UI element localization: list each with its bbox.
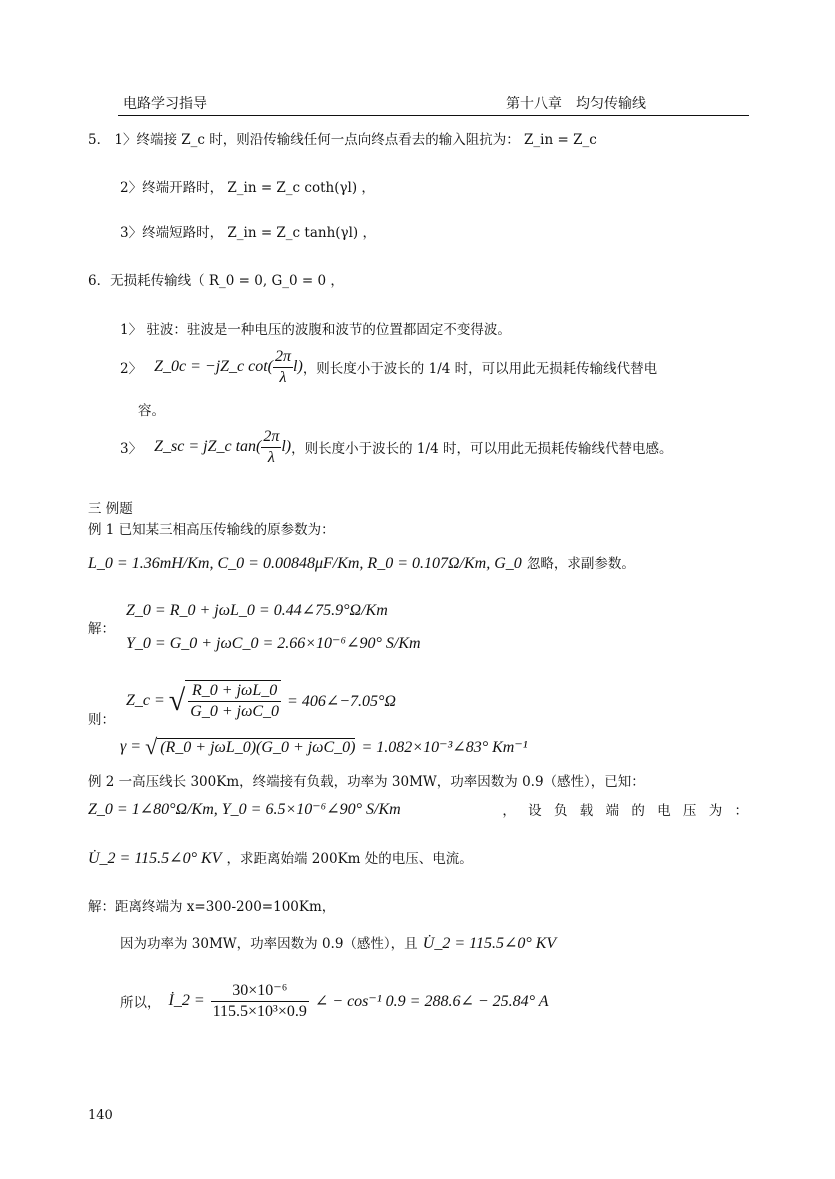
then-label: 则： xyxy=(88,712,115,728)
example-2-title: 例 2 一高压线长 300Km，终端接有负载，功率为 30MW，功率因数为 0.9（感性），已知： xyxy=(88,774,645,790)
example-2-i2-formula xyxy=(120,973,549,1029)
page-number: 140 xyxy=(88,1108,113,1123)
item-5-line-2: 2〉终端开路时， Z_in = Z_c coth(γl) ， xyxy=(120,180,375,196)
item-6-2-formula: 2〉 Z_0c = −jZ_c cot( $\frac{2\pi}{\lambda}$ l) ，则长度小于波长的 1/4 时，可以用此无损耗传输线代替电 xyxy=(120,347,658,386)
zsc-expression: Z_sc = jZ_c tan( xyxy=(154,438,262,455)
item-6-title: 6．无损耗传输线（ R_0 = 0, G_0 = 0 ， xyxy=(88,273,344,289)
two-pi-over-lambda-fraction xyxy=(273,347,293,388)
example-2-params-tail: ， 设 负 载 端 的 电 压 为 ： xyxy=(502,803,748,819)
gamma-result: = 1.082×10⁻³∠83° Km⁻¹ xyxy=(361,739,528,756)
gamma-lhs: γ = xyxy=(120,738,142,755)
i2-fraction xyxy=(211,981,309,1022)
item-5-line-3: 3〉终端短路时， Z_in = Z_c tanh(γl) ， xyxy=(120,225,376,241)
item-6-1: 1〉 驻波：驻波是一种电压的波腹和波节的位置都固定不变得波。 xyxy=(120,322,511,338)
item-6-3-text: ，则长度小于波长的 1/4 时，可以用此无损耗传输线代替电感。 xyxy=(291,441,673,457)
example-1-gamma-formula: γ = √ (R_0 + jωL_0)(G_0 + jωC_0) = 1.082×10⁻³∠83° Km⁻¹ xyxy=(120,734,528,759)
example-2-u2-math: U̇_2 = 115.5∠0° KV xyxy=(88,850,222,867)
fraction-denominator: λ xyxy=(267,448,275,466)
example-1-y0: Y_0 = G_0 + jωC_0 = 2.66×10⁻⁶∠90° S/Km xyxy=(126,635,421,652)
l-close: l) xyxy=(293,358,303,375)
zc-result: = 406∠−7.05°Ω xyxy=(287,693,396,710)
example-1-params xyxy=(88,552,635,573)
l-close: l) xyxy=(281,438,292,455)
z0c-expression: Z_0c = −jZ_c cot( xyxy=(154,358,274,375)
item-6-2-continuation: 容。 xyxy=(138,403,165,419)
so-label: 所以， xyxy=(120,995,161,1011)
i2-numerator: 30×10⁻⁶ xyxy=(211,981,309,1002)
i2-denominator: 115.5×10³×0.9 xyxy=(212,1002,307,1020)
header-right: 第十八章 均匀传输线 xyxy=(506,96,646,112)
example-1-z0: Z_0 = R_0 + jωL_0 = 0.44∠75.9°Ω/Km xyxy=(126,602,388,619)
two-pi-over-lambda-fraction-2 xyxy=(261,427,281,468)
example-1-title: 例 1 已知某三相高压传输线的原参数为： xyxy=(88,522,335,538)
example-1-params-tail: 忽略，求副参数。 xyxy=(526,556,635,572)
item-5-line-1: 5． 1〉终端接 Z_c 时，则沿传输线任何一点向终点看去的输入阻抗为： Z_in = Z_c xyxy=(88,132,597,148)
gamma-radicand: (R_0 + jωL_0)(G_0 + jωC_0) xyxy=(157,738,355,757)
item-6-3-formula: 3〉 Z_sc = jZ_c tan( $\frac{2\pi}{\lambda}$ l) ，则长度小于波长的 1/4 时，可以用此无损耗传输线代替电感。 xyxy=(120,427,673,466)
item-6-2-text: ，则长度小于波长的 1/4 时，可以用此无损耗传输线代替电 xyxy=(302,361,658,377)
header-left: 电路学习指导 xyxy=(123,96,207,112)
example-2-solution-1: 解：距离终端为 x=300-200=100Km， xyxy=(88,899,336,915)
solution-label: 解： xyxy=(88,621,115,637)
example-2-params-math: Z_0 = 1∠80°Ω/Km, Y_0 = 6.5×10⁻⁶∠90° S/Km xyxy=(88,801,401,818)
example-1-params-math: L_0 = 1.36mH/Km, C_0 = 0.00848μF/Km, R_0 = 0.107Ω/Km, G_0 xyxy=(88,555,522,572)
zc-lhs: Z_c = xyxy=(126,692,165,709)
zc-numerator: R_0 + jωL_0 xyxy=(188,681,281,702)
example-2-u2-tail: ，求距离始端 200Km 处的电压、电流。 xyxy=(226,851,473,867)
zc-denominator: G_0 + jωC_0 xyxy=(190,703,280,720)
example-2-params xyxy=(88,799,748,819)
example-1-zc-formula: Z_c = √ $\frac{\text{R\_0 + jωL\_0}}{\text{G\_0 + jωC\_0}}$ = 406∠−7.05°Ω xyxy=(126,682,396,720)
example-2-u2 xyxy=(88,847,473,868)
fraction-numerator: 2π xyxy=(273,347,293,368)
example-2-solution-2-text: 因为功率为 30MW，功率因数为 0.9（感性），且 xyxy=(120,936,418,952)
example-2-solution-2-math: U̇_2 = 115.5∠0° KV xyxy=(422,935,557,952)
example-2-solution-2 xyxy=(120,932,556,953)
zc-fraction xyxy=(188,681,281,722)
i2-rhs: ∠ − cos⁻¹ 0.9 = 288.6∠ − 25.84° A xyxy=(314,993,549,1010)
fraction-numerator: 2π xyxy=(261,427,281,448)
section-title: 三 例题 xyxy=(88,501,133,517)
header-rule xyxy=(118,115,749,116)
fraction-denominator: λ xyxy=(279,368,287,386)
i2-lhs: İ_2 = xyxy=(168,992,205,1009)
